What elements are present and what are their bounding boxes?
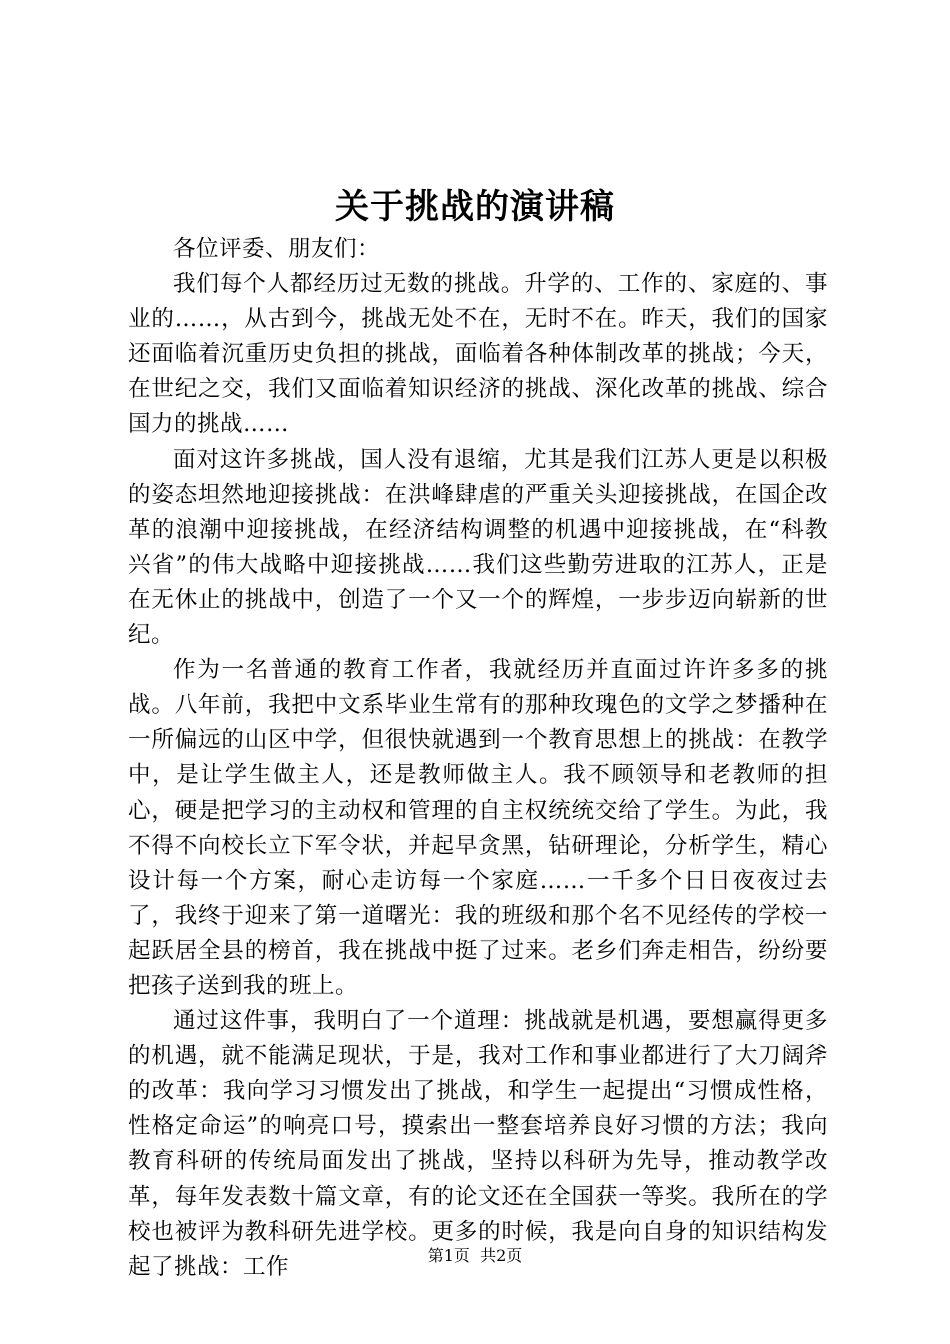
paragraph-4: 通过这件事，我明白了一个道理：挑战就是机遇，要想赢得更多的机遇，就不能满足现状，于是，我对工作和事业都进行了大刀阔斧的改革：我向学习习惯发出了挑战，和学生一起提出“习惯成性格，性格定命运”的响亮口号，摸索出一整套培养良好习惯的方法；我向教育科研的传统局面发出了挑战，坚持以科研为先导，推动教学改革，每年发表数十篇文章，有的论文还在全国获一等奖。我所在的学校也被评为教科研先进学校。更多的时候，我是向自身的知识结构发起了挑战：工作 bbox=[128, 1008, 828, 1280]
footer-spacer bbox=[470, 1246, 480, 1265]
paragraph-1: 我们每个人都经历过无数的挑战。升学的、工作的、家庭的、事业的……，从古到今，挑战无处不在，无时不在。昨天，我们的国家还面临着沉重历史负担的挑战，面临着各种体制改革的挑战；今天，在世纪之交，我们又面临着知识经济的挑战、深化改革的挑战、综合国力的挑战…… bbox=[128, 271, 828, 438]
page-footer bbox=[0, 1244, 950, 1268]
document-title: 关于挑战的演讲稿 bbox=[335, 187, 615, 227]
paragraph-salutation: 各位评委、朋友们： bbox=[173, 236, 381, 262]
paragraph-3: 作为一名普通的教育工作者，我就经历并直面过许许多多的挑战。八年前，我把中文系毕业生常有的那种玫瑰色的文学之梦播种在一所偏远的山区中学，但很快就遇到一个教育思想上的挑战：在教学中，是让学生做主人，还是教师做主人。我不顾领导和老教师的担心，硬是把学习的主动权和管理的自主权统统交给了学生。为此，我不得不向校长立下军令状，并起早贪黑，钻研理论，分析学生，精心设计每一个方案，耐心走访每一个家庭……一千多个日日夜夜过去了，我终于迎来了第一道曙光：我的班级和那个名不见经传的学校一起跃居全县的榜首，我在挑战中挺了过来。老乡们奔走相告，纷纷要把孩子送到我的班上。 bbox=[128, 657, 828, 999]
page-number-current: 第1页 bbox=[427, 1246, 470, 1265]
paragraph-2: 面对这许多挑战，国人没有退缩，尤其是我们江苏人更是以积极的姿态坦然地迎接挑战：在洪峰肆虐的严重关头迎接挑战，在国企改革的浪潮中迎接挑战，在经济结构调整的机遇中迎接挑战，在“科教兴省”的伟大战略中迎接挑战……我们这些勤劳进取的江苏人，正是在无休止的挑战中，创造了一个又一个的辉煌，一步步迈向崭新的世纪。 bbox=[128, 446, 828, 649]
document-body bbox=[128, 232, 828, 1285]
page-number-total: 共2页 bbox=[480, 1246, 523, 1265]
